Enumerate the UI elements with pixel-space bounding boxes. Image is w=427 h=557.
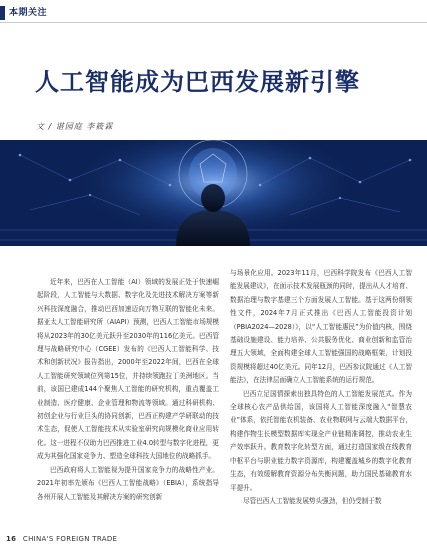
page-footer — [6, 535, 117, 543]
ai-head-illustration-icon — [0, 140, 427, 246]
body-paragraph: 近年来，巴西在人工智能（AI）领域的发展正处于快速崛起阶段，人工智能与大数据、数字化及先进技术解决方案等新兴科技深度融合，推动巴西加速迈向万物互联的智能化未来。据亚太人工智能研究所（AIAPI）预测，巴西人工智能市场规模将从2023年的30亿美元跃升至2030年的116亿美元。巴西管理与战略研究中心（CGEE）发布的《巴西人工智能科学、技术和创新状况》报告指出，2000年至2022年间，巴西在全球人工智能研究领域位列第15位，并持续领跑拉丁美洲地区。当前，该国已建成144个聚焦人工智能的研究机构，重点覆盖工业制造、医疗健康、企业管理和物流等领域。通过科研机构、初创企业与行业巨头的协同创新，巴西正构建产学研联动的技术生态，促使人工智能技术从实验室研究向规模化商业应用转化。这一进程不仅助力巴西推进工业4.0转型与数字化进程，更成为其强化国家竞争力、塑造全球科技大国地位的战略抓手。 — [37, 278, 219, 461]
body-paragraph-continued: 与场景化应用。2023年11月，巴西科学院发布《巴西人工智能发展建议》，在面示技术发展瓶颈的同时，提出从人才培育、数据治理与数字基建三个方面发展人工智能。基于这两份纲领性文件，2024年7月正式推出《巴西人工智能投资计划（PBIA2024—2028）》，以“人工智能惠民”为价值内核，围绕基础设施建设、能力培养、公共服务优化、商业创新和监管治理五大领域，全面构建全球人工智能强国的战略框架，计划投资规模将超过40亿美元。同年12月，巴西参议院通过《人工智能法》，在法律层面确立人工智能系统的运行规范。 — [230, 269, 412, 385]
hero-image — [0, 140, 427, 246]
body-paragraph: 尽管巴西人工智能发展势头强劲，但仍受制于数 — [243, 496, 382, 505]
article-byline: 文 / 谌园庭 李筱霖 — [36, 122, 114, 131]
article-title: 人工智能成为巴西发展新引擎 — [35, 67, 360, 96]
body-column-left — [37, 276, 219, 504]
section-marker — [0, 6, 5, 20]
section-divider — [0, 22, 427, 23]
body-paragraph: 巴西立足国情探索出独具特色的人工智能发展范式。作为全球核心农产品供给国，该国将人工智能深度融入“智慧农业”体系，依托智能农机装备、农业物联网与云端大数据平台，构建作物生长模型数据库实现全产业链精准调控，推动农业生产效率跃升。教育数字化转型方面，通过打造国家级在线教育中枢平台与职业能力数字资源库，构建覆盖城乡的数字化教育生态，有效缓解教育资源分布失衡问题，助力国民基础教育水平提升。 — [230, 389, 412, 492]
publication-name: CHINA'S FOREIGN TRADE — [22, 535, 118, 543]
page-number: 16 — [6, 535, 17, 543]
body-column-right — [230, 267, 412, 508]
body-paragraph: 巴西政府将人工智能视为提升国家竞争力的战略性产业。2021年初率先颁布《巴西人工智能战略》（EBIA），系统指导各州开展人工智能及其解决方案的研究创新 — [37, 465, 219, 501]
section-label: 本期关注 — [9, 8, 48, 18]
